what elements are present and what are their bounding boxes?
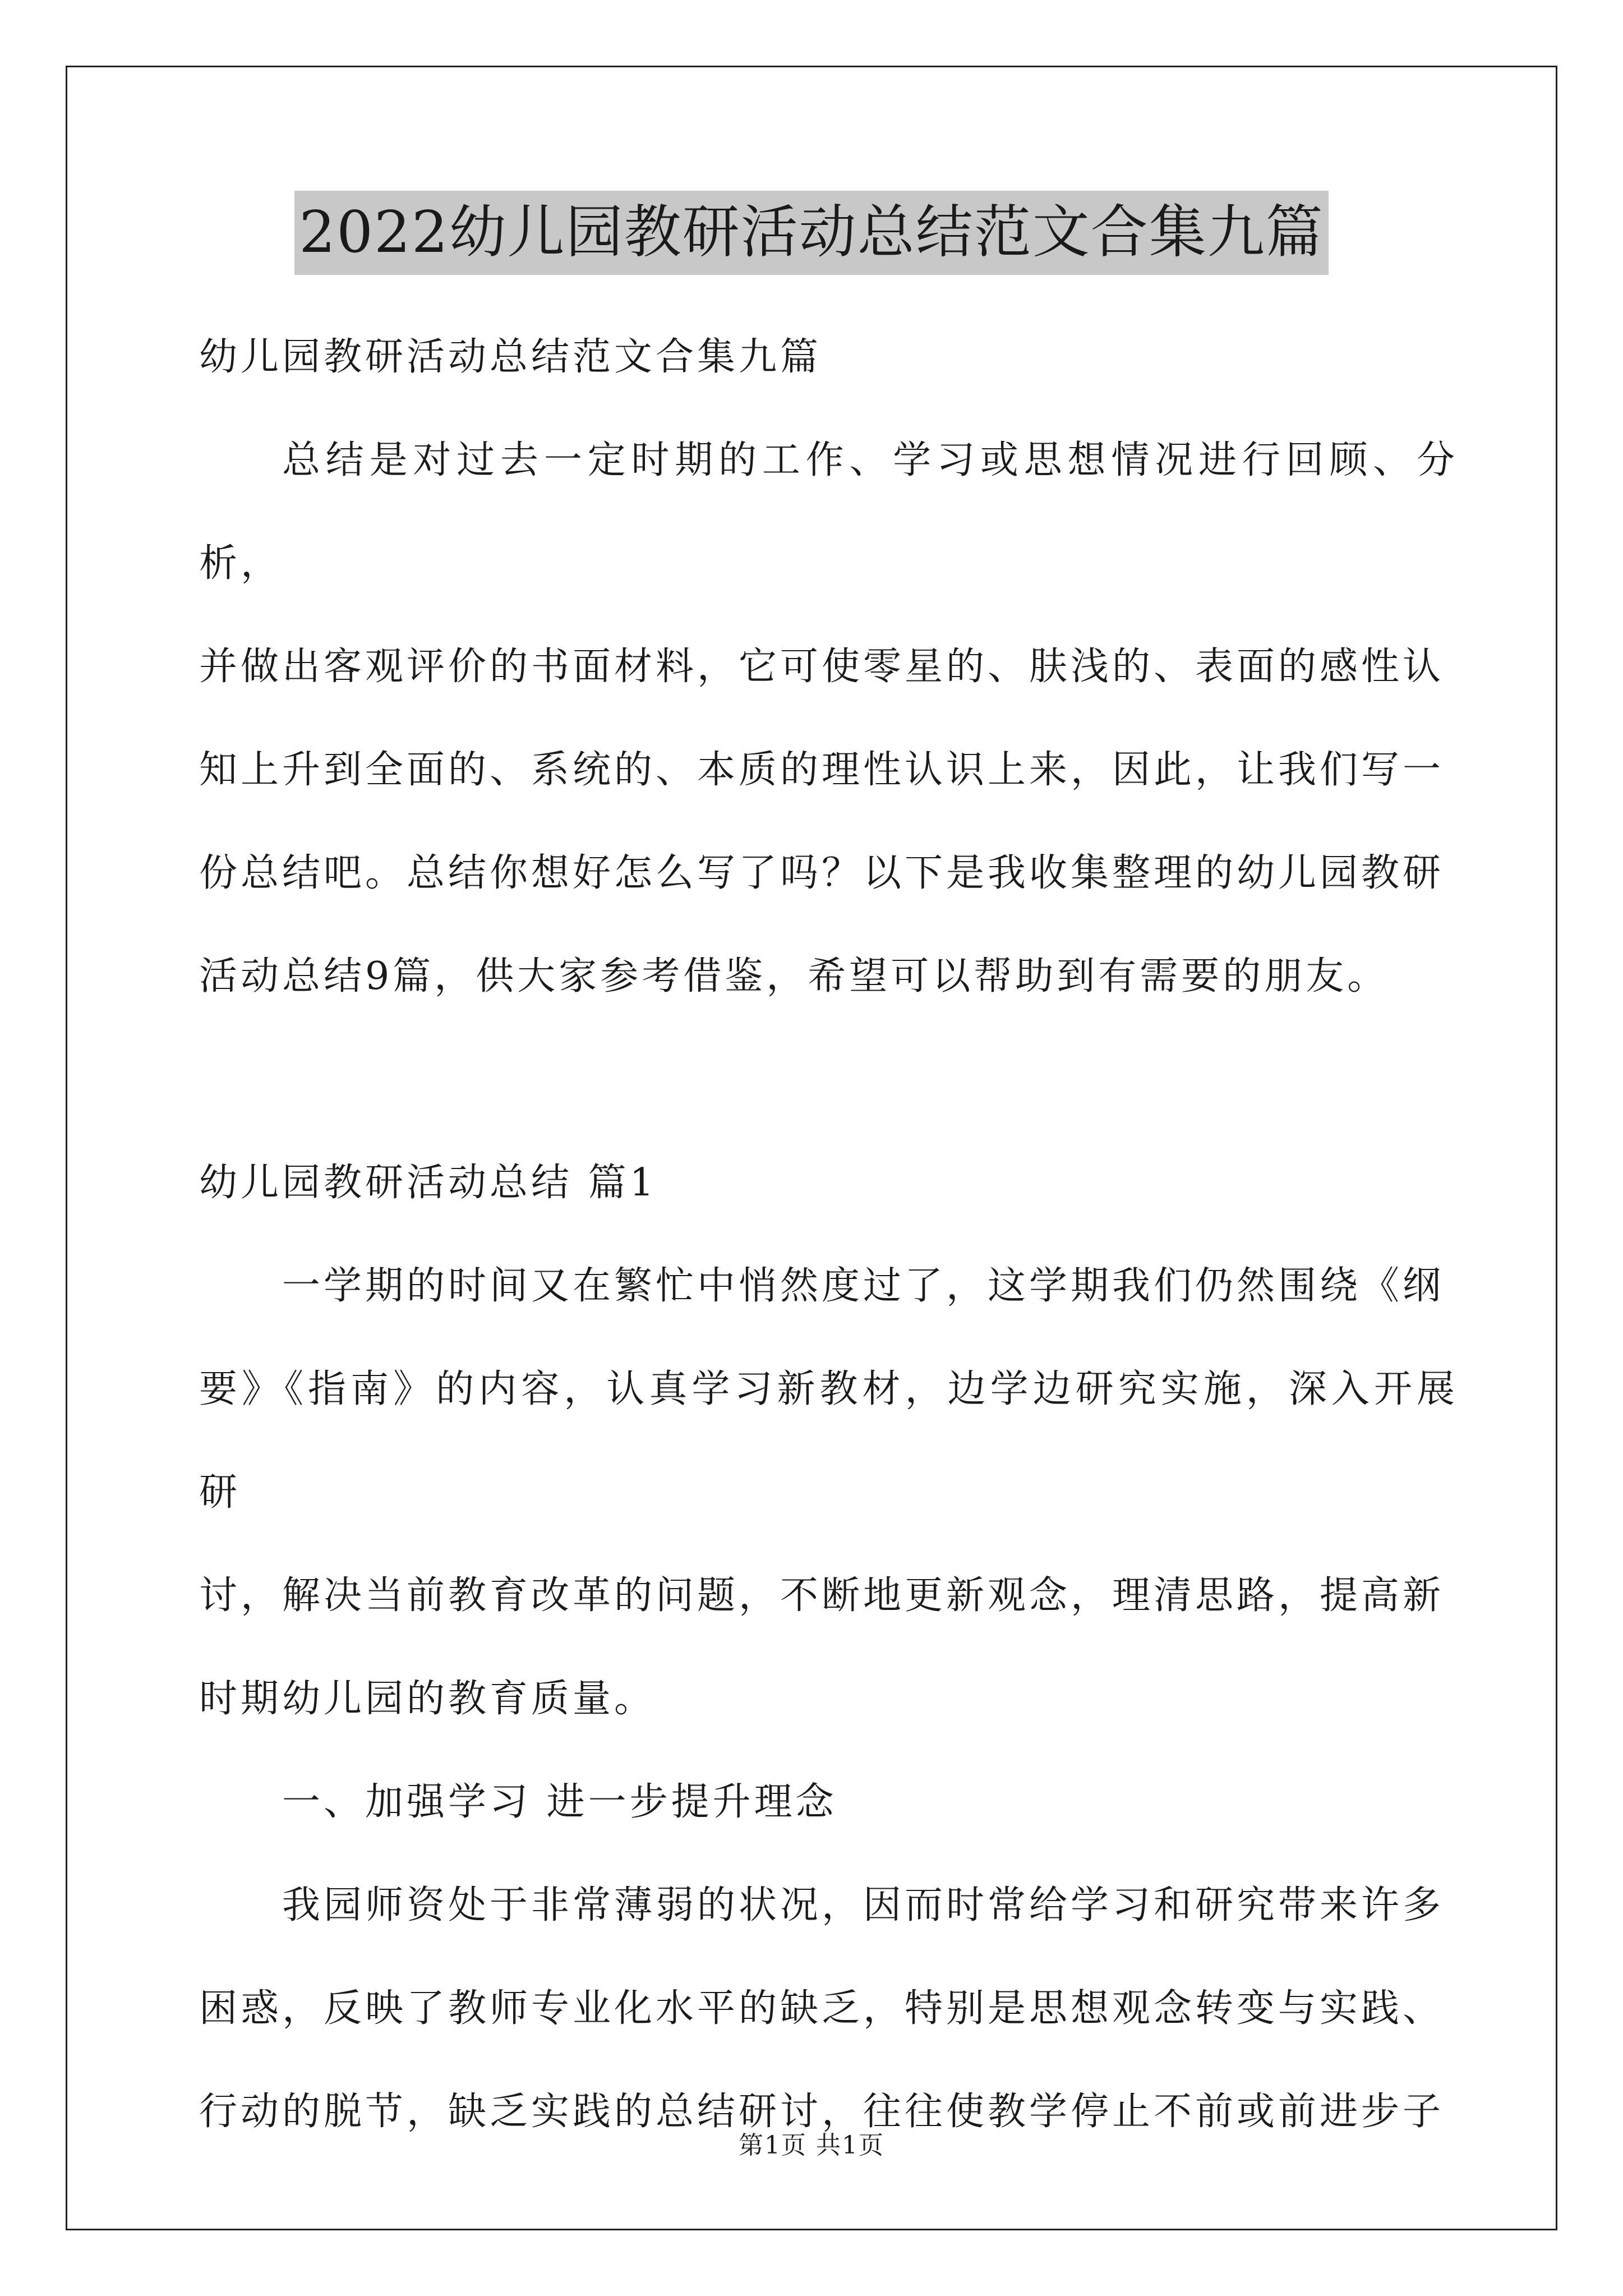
intro-line-3: 知上升到全面的、系统的、本质的理性认识上来，因此，让我们写一 xyxy=(199,748,1445,792)
document-title xyxy=(0,191,1623,275)
section-para2-line-1: 我园师资处于非常薄弱的状况，因而时常给学习和研究带来许多 xyxy=(282,1883,1445,1927)
section-para1-line-1: 一学期的时间又在繁忙中悄然度过了，这学期我们仍然围绕《纲 xyxy=(282,1264,1445,1308)
intro-line-5: 活动总结9篇，供大家参考借鉴，希望可以帮助到有需要的朋友。 xyxy=(199,954,1389,999)
section-para1-line-3: 讨，解决当前教育改革的问题，不断地更新观念，理清思路，提高新 xyxy=(199,1573,1445,1618)
subtitle: 幼儿园教研活动总结范文合集九篇 xyxy=(199,335,822,379)
page-number: 第1页 共1页 xyxy=(739,2131,884,2160)
section-para1-line-4: 时期幼儿园的教育质量。 xyxy=(199,1677,656,1721)
section-para1-line-2: 要》《指南》的内容，认真学习新教材，边学边研究实施，深入开展研 xyxy=(199,1367,1458,1515)
page-footer xyxy=(0,2129,1623,2162)
section-para2-line-2: 困惑，反映了教师专业化水平的缺乏，特别是思想观念转变与实践、 xyxy=(199,1986,1445,2031)
section-heading: 幼儿园教研活动总结 篇1 xyxy=(199,1161,657,1205)
intro-line-4: 份总结吧。总结你想好怎么写了吗？以下是我收集整理的幼儿园教研 xyxy=(199,851,1445,895)
intro-line-1: 总结是对过去一定时期的工作、学习或思想情况进行回顾、分析， xyxy=(199,438,1458,586)
intro-line-2: 并做出客观评价的书面材料，它可使零星的、肤浅的、表面的感性认 xyxy=(199,645,1445,689)
document-title-text: 2022幼儿园教研活动总结范文合集九篇 xyxy=(294,191,1329,275)
section-para2-line-3: 行动的脱节，缺乏实践的总结研讨，往往使教学停止不前或前进步子 xyxy=(199,2090,1445,2134)
document-body xyxy=(199,306,1458,2164)
subheading: 一、加强学习 进一步提升理念 xyxy=(282,1780,837,1824)
